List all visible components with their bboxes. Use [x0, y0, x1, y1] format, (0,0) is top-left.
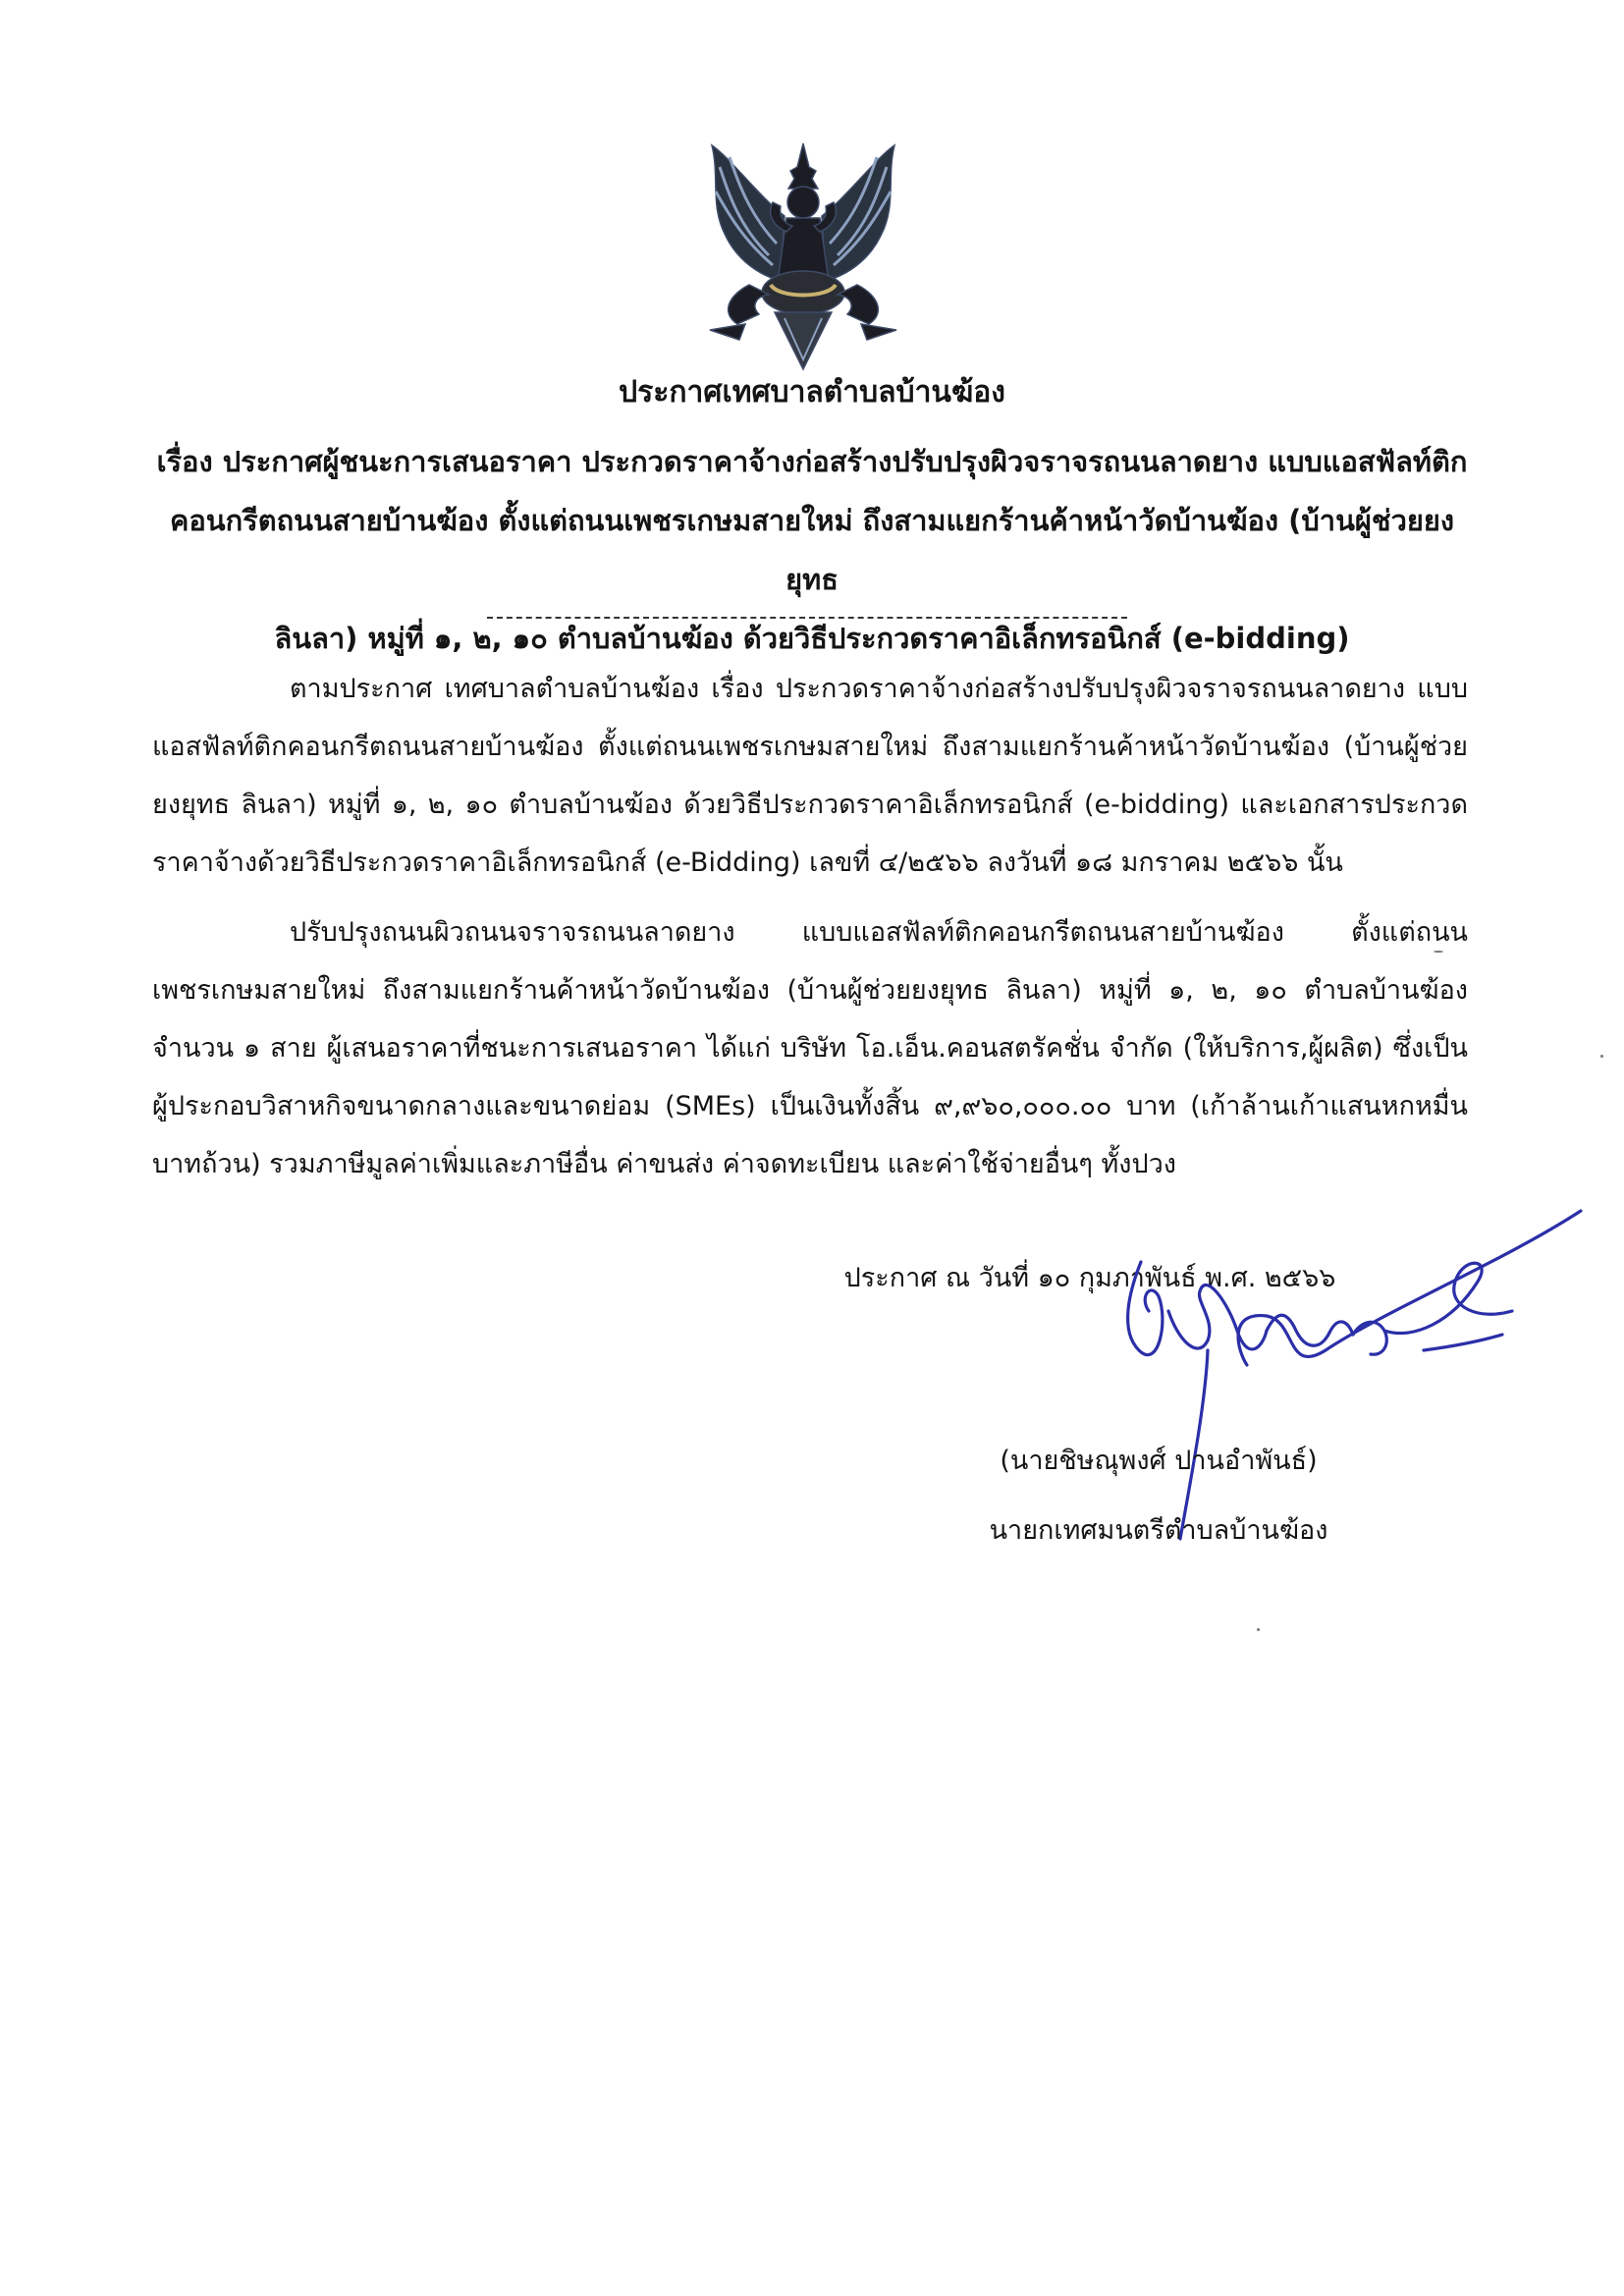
garuda-emblem-icon	[690, 137, 916, 373]
announcement-date: ประกาศ ณ วันที่ ๑๐ กุมภาพันธ์ พ.ศ. ๒๕๖๖	[843, 1263, 1336, 1293]
scan-speck	[1434, 951, 1443, 953]
scan-speck	[1257, 1628, 1260, 1631]
paragraph-reference: ตามประกาศ เทศบาลตำบลบ้านฆ้อง เรื่อง ประกวดราคาจ้างก่อสร้างปรับปรุงผิวจราจรถนนลาดยาง แบบแอสฟัลท์ติกคอนกรีตถนนสายบ้านฆ้อง ตั้งแต่ถนนเพชรเกษมสายใหม่ ถึงสามแยกร้านค้าหน้าวัดบ้านฆ้อง (บ้านผู้ช่วยยงยุทธ ลินลา) หมู่ที่ ๑, ๒, ๑๐ ตำบลบ้านฆ้อง ด้วยวิธีประกวดราคาอิเล็กทรอนิกส์ (e-bidding) และเอกสารประกวดราคาจ้างด้วยวิธีประกวดราคาอิเล็กทรอนิกส์ (e-Bidding) เลขที่ ๔/๒๕๖๖ ลงวันที่ ๑๘ มกราคม ๒๕๖๖ นั้น	[152, 674, 1468, 878]
scan-speck	[1600, 1055, 1603, 1058]
organization-heading: ประกาศเทศบาลตำบลบ้านฆ้อง	[619, 375, 1005, 410]
handwritten-signature	[1090, 1203, 1600, 1547]
signatory-name: (นายชิษณุพงศ์ ปานอำพันธ์)	[1000, 1446, 1318, 1476]
subject-line: เรื่อง ประกาศผู้ชนะการเสนอราคา ประกวดราคาจ้างก่อสร้างปรับปรุงผิวจราจรถนนลาดยาง แบบแอสฟัลท์ติก	[156, 445, 1468, 478]
subject-heading	[147, 432, 1477, 668]
dashed-divider	[487, 617, 1127, 619]
paragraph-winner: ปรับปรุงถนนผิวถนนจราจรถนนลาดยาง แบบแอสฟัลท์ติกคอนกรีตถนนสายบ้านฆ้อง ตั้งแต่ถนนเพชรเกษมสายใหม่ ถึงสามแยกร้านค้าหน้าวัดบ้านฆ้อง (บ้านผู้ช่วยยงยุทธ ลินลา) หมู่ที่ ๑, ๒, ๑๐ ตำบลบ้านฆ้อง จำนวน ๑ สาย ผู้เสนอราคาที่ชนะการเสนอราคา ได้แก่ บริษัท โอ.เอ็น.คอนสตรัคชั่น จำกัด (ให้บริการ,ผู้ผลิต) ซึ่งเป็นผู้ประกอบวิสาหกิจขนาดกลางและขนาดย่อม (SMEs) เป็นเงินทั้งสิ้น ๙,๙๖๐,๐๐๐.๐๐ บาท (เก้าล้านเก้าแสนหกหมื่นบาทถ้วน) รวมภาษีมูลค่าเพิ่มและภาษีอื่น ค่าขนส่ง ค่าจดทะเบียน และค่าใช้จ่ายอื่นๆ ทั้งปวง	[152, 917, 1468, 1179]
subject-line: ลินลา) หมู่ที่ ๑, ๒, ๑๐ ตำบลบ้านฆ้อง ด้วยวิธีประกวดราคาอิเล็กทรอนิกส์ (e-bidding)	[274, 622, 1350, 655]
signatory-position: นายกเทศมนตรีตำบลบ้านฆ้อง	[989, 1515, 1328, 1546]
subject-line: คอนกรีตถนนสายบ้านฆ้อง ตั้งแต่ถนนเพชรเกษมสายใหม่ ถึงสามแยกร้านค้าหน้าวัดบ้านฆ้อง (บ้านผู้ช่วยยงยุทธ	[169, 504, 1455, 596]
